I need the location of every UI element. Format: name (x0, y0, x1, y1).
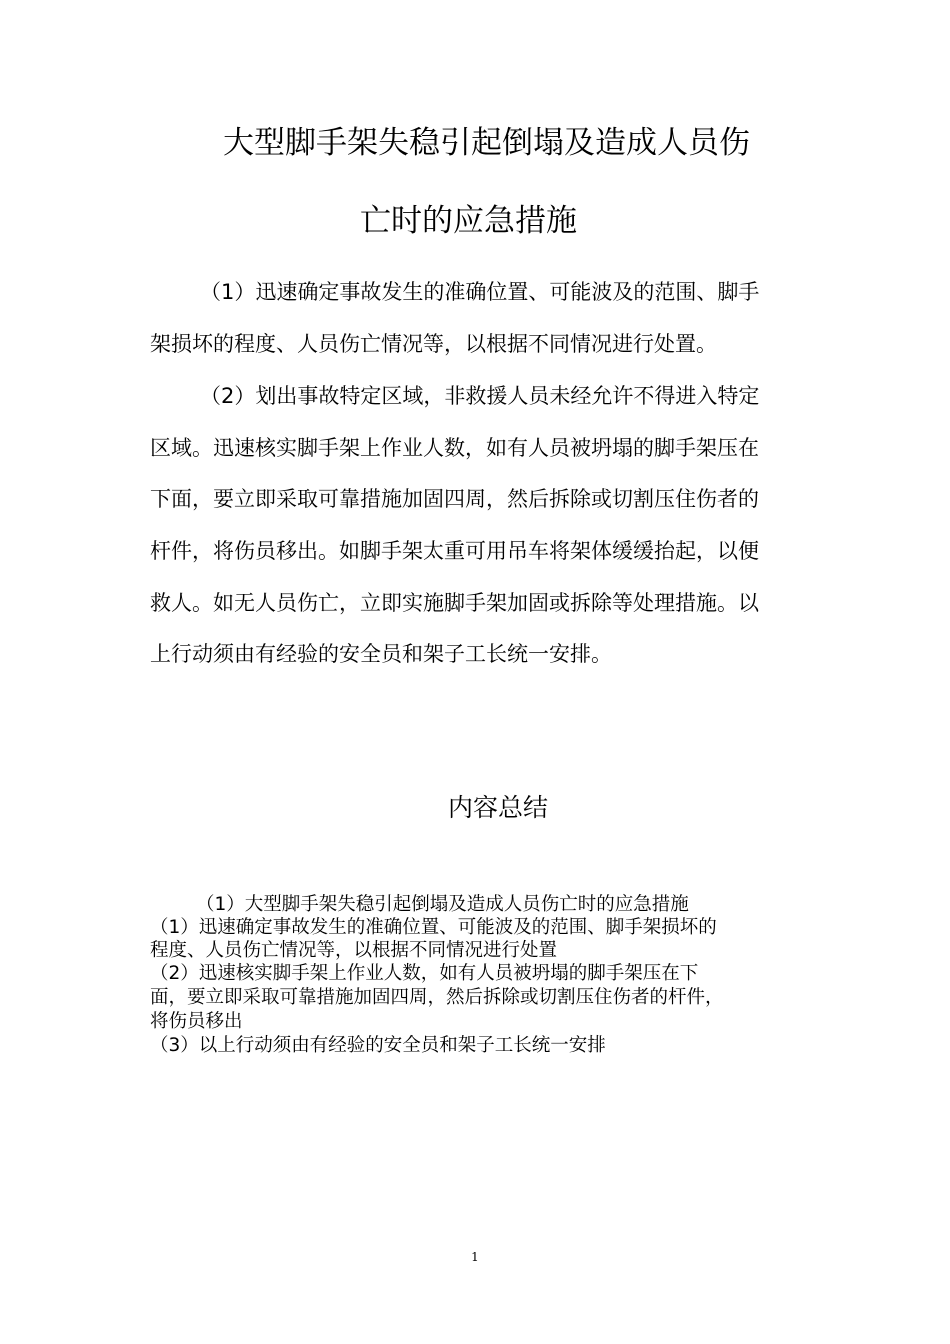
body-line: 架损坏的程度、人员伤亡情况等，以根据不同情况进行处置。 (150, 332, 717, 356)
summary-line: 面，要立即采取可靠措施加固四周，然后拆除或切割压住伤者的杆件， (150, 987, 724, 1008)
body-line: （1）迅速确定事故发生的准确位置、可能波及的范围、脚手 (200, 280, 760, 304)
summary-line: （1）大型脚手架失稳引起倒塌及造成人员伤亡时的应急措施 (196, 894, 689, 915)
body-line: 下面，要立即采取可靠措施加固四周，然后拆除或切割压住伤者的 (150, 487, 759, 511)
summary-heading: 内容总结 (448, 793, 549, 822)
page-number: 1 (471, 1250, 479, 1264)
summary-line: 程度、人员伤亡情况等，以根据不同情况进行处置 (150, 940, 558, 961)
body-line: 杆件，将伤员移出。如脚手架太重可用吊车将架体缓缓抬起，以便 (150, 539, 759, 563)
summary-line: （3）以上行动须由有经验的安全员和架子工长统一安排 (150, 1035, 606, 1056)
body-line: 区域。迅速核实脚手架上作业人数，如有人员被坍塌的脚手架压在 (150, 436, 759, 460)
document-title-line-2: 亡时的应急措施 (360, 203, 577, 239)
document-title-line-1: 大型脚手架失稳引起倒塌及造成人员伤 (223, 125, 750, 161)
body-line: 救人。如无人员伤亡，立即实施脚手架加固或拆除等处理措施。以 (150, 591, 759, 615)
body-line: 上行动须由有经验的安全员和架子工长统一安排。 (150, 642, 612, 666)
body-line: （2）划出事故特定区域，非救援人员未经允许不得进入特定 (200, 384, 760, 408)
summary-line: （2）迅速核实脚手架上作业人数，如有人员被坍塌的脚手架压在下 (150, 963, 699, 984)
summary-line: 将伤员移出 (150, 1011, 243, 1032)
summary-line: （1）迅速确定事故发生的准确位置、可能波及的范围、脚手架损坏的 (150, 917, 717, 938)
